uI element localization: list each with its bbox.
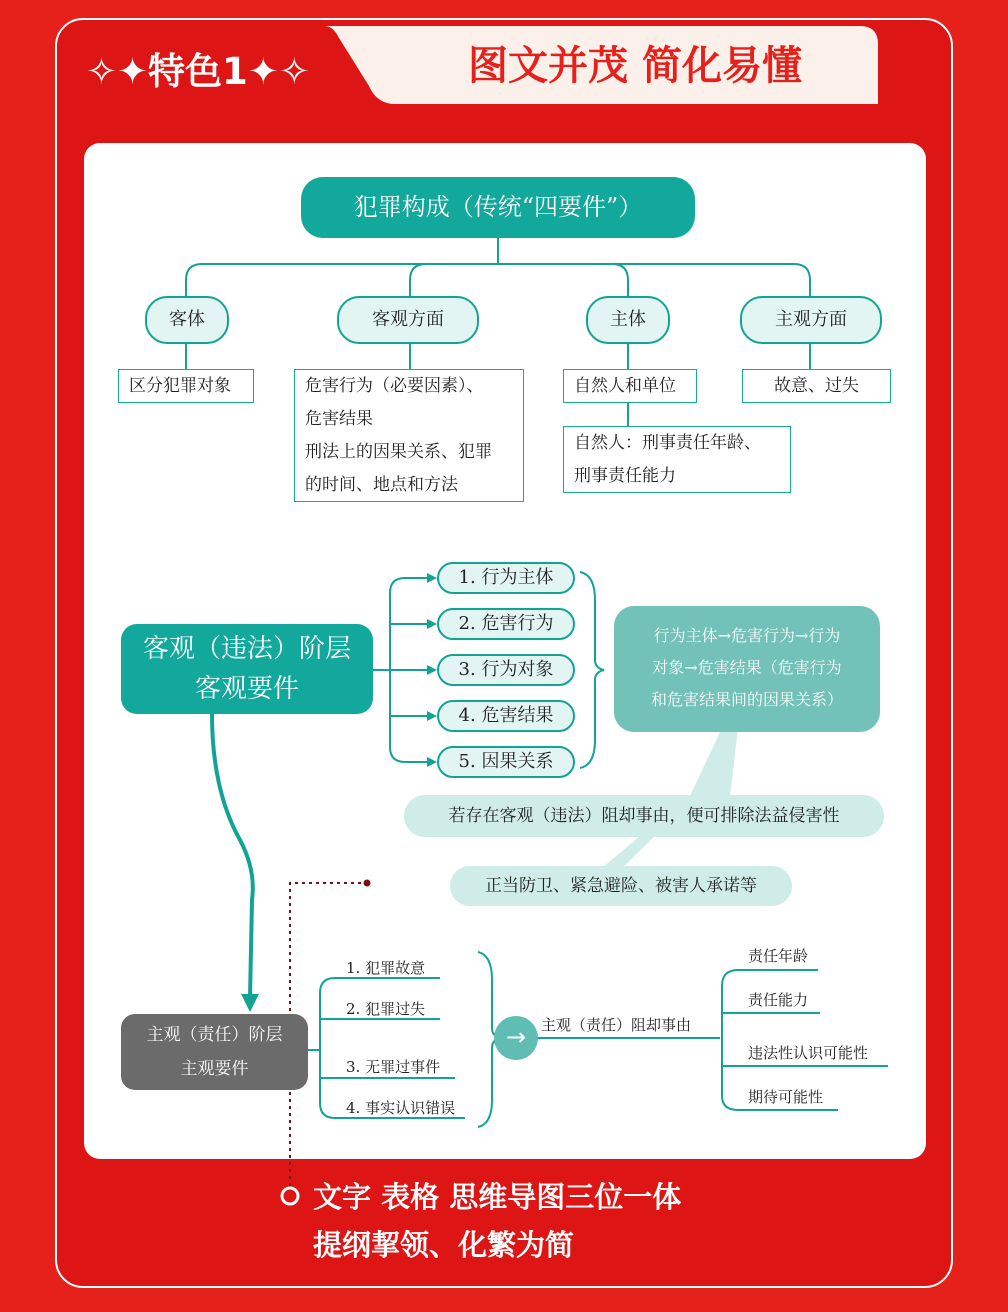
objective-item-5: 5. 因果关系	[437, 746, 575, 778]
detail-line: 自然人：刑事责任年龄、	[574, 433, 761, 453]
subjective-stage-node	[121, 1014, 308, 1090]
footer-line-1: 文字 表格 思维导图三位一体	[313, 1180, 682, 1214]
objective-stage-subtitle: 客观要件	[194, 674, 299, 704]
excuse-item-4: 期待可能性	[748, 1088, 824, 1106]
subjective-item-4: 4. 事实认识错误	[346, 1099, 456, 1117]
objective-item-3: 3. 行为对象	[437, 654, 575, 686]
root-node: 犯罪构成（传统“四要件”）	[301, 177, 695, 238]
detail-subject: 自然人和单位	[563, 369, 697, 403]
detail-line: 的时间、地点和方法	[305, 475, 458, 495]
excuse-item-2: 责任能力	[748, 991, 809, 1009]
objective-item-1: 1. 行为主体	[437, 562, 575, 594]
objective-note-examples: 正当防卫、紧急避险、被害人承诺等	[450, 866, 792, 906]
summary-line: 行为主体→危害行为→行为	[653, 626, 841, 645]
summary-line: 对象→危害结果（危害行为	[652, 658, 842, 677]
detail-subjective: 故意、过失	[742, 369, 891, 403]
objective-note-justification: 若存在客观（违法）阻却事由，便可排除法益侵害性	[404, 795, 884, 837]
detail-objective	[294, 369, 524, 502]
detail-line: 刑事责任能力	[574, 466, 676, 486]
subjective-item-3: 3. 无罪过事件	[346, 1058, 441, 1076]
detail-line: 危害行为（必要因素）、	[305, 376, 484, 396]
branch-subjective: 主观方面	[740, 296, 882, 344]
subjective-excuse-label: 主观（责任）阻却事由	[541, 1016, 692, 1034]
page-title: 图文并茂 简化易懂	[468, 43, 802, 89]
excuse-item-1: 责任年龄	[748, 947, 809, 965]
branch-objective: 客观方面	[337, 296, 479, 344]
branch-object: 客体	[145, 296, 229, 344]
footer-line-2: 提纲挈领、化繁为简	[313, 1228, 575, 1262]
objective-item-4: 4. 危害结果	[437, 700, 575, 732]
objective-item-2: 2. 危害行为	[437, 608, 575, 640]
feature-tag: ✧✦特色1✦✧	[86, 50, 310, 93]
objective-stage-node	[121, 624, 373, 714]
detail-subject-natural	[563, 426, 791, 493]
excuse-item-3: 违法性认识可能性	[748, 1044, 869, 1062]
subjective-item-1: 1. 犯罪故意	[346, 959, 426, 977]
detail-line: 刑法上的因果关系、犯罪	[305, 442, 492, 462]
detail-object: 区分犯罪对象	[118, 369, 254, 403]
detail-line: 危害结果	[305, 409, 373, 429]
branch-subject: 主体	[586, 296, 670, 344]
subjective-item-2: 2. 犯罪过失	[346, 1000, 426, 1018]
objective-stage-title: 客观（违法）阶层	[142, 634, 351, 664]
right-arrow-icon: →	[494, 1016, 538, 1060]
subjective-stage-title: 主观（责任）阶层	[146, 1025, 283, 1045]
objective-summary	[614, 606, 880, 732]
summary-line: 和危害结果间的因果关系）	[650, 690, 843, 709]
subjective-stage-subtitle: 主观要件	[180, 1059, 249, 1079]
